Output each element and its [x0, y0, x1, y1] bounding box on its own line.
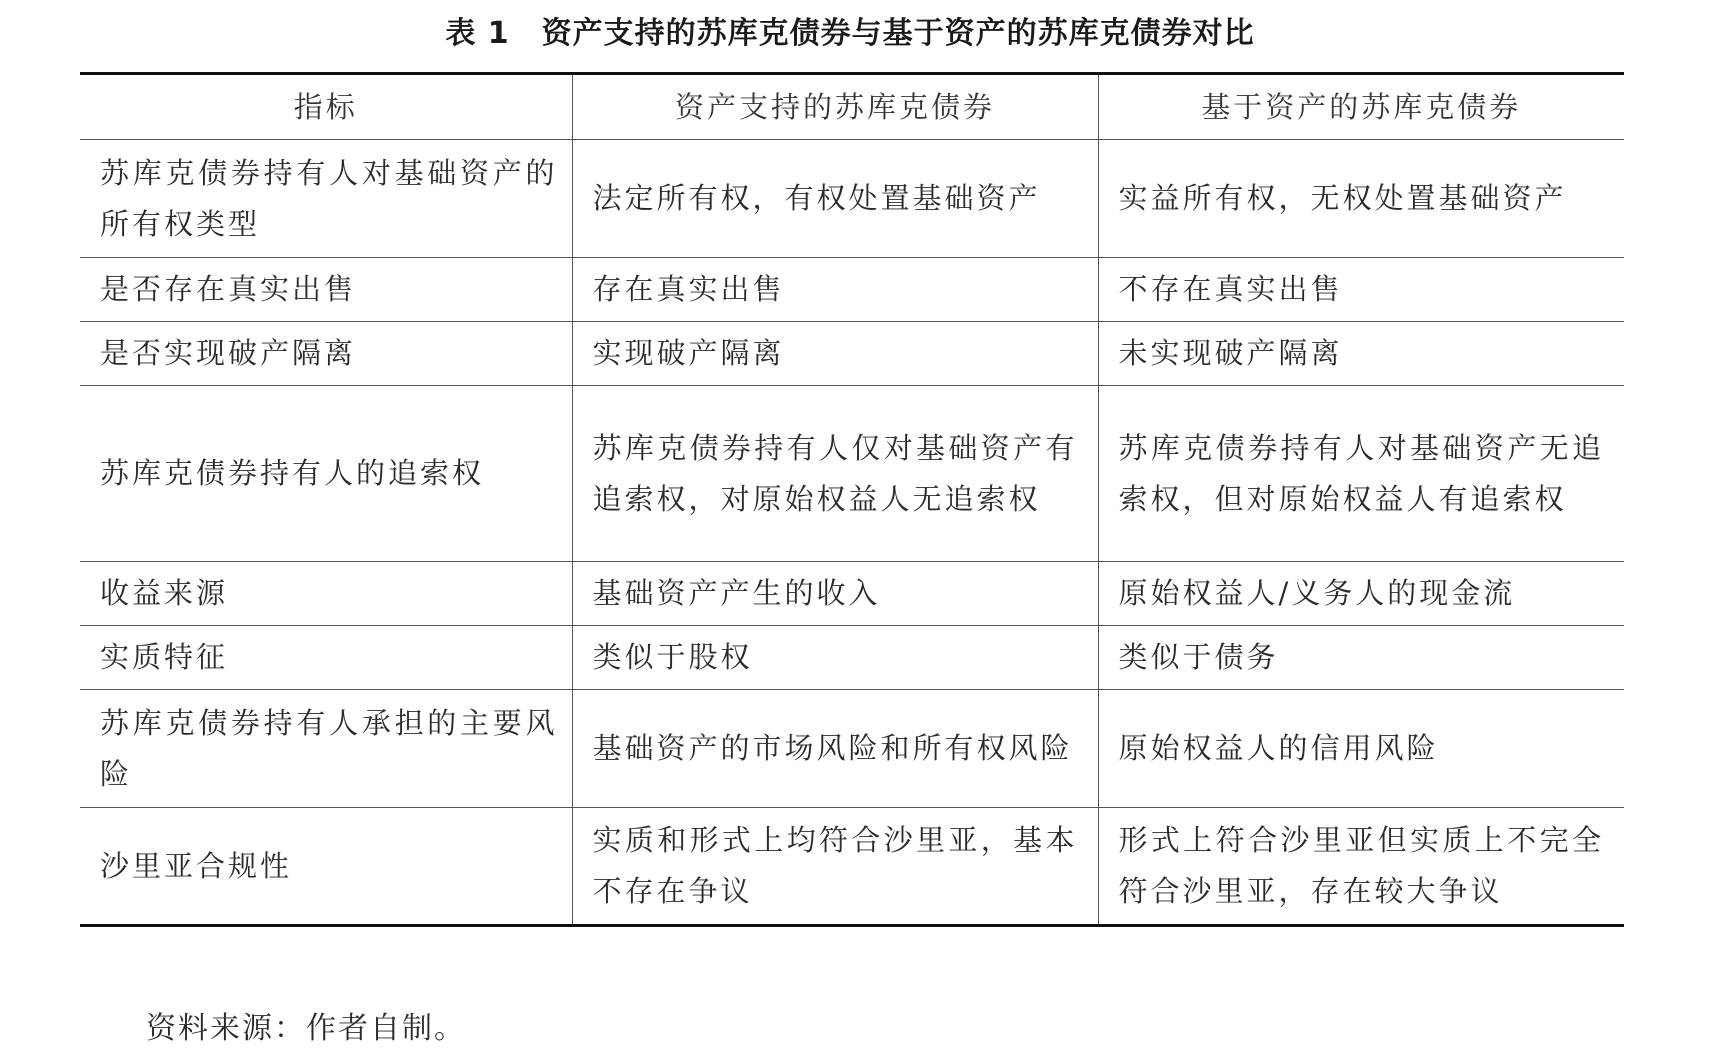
table-row — [80, 322, 1624, 386]
row-asset-backed: 苏库克债券持有人仅对基础资产有追索权，对原始权益人无追索权 — [572, 386, 1098, 562]
header-row — [80, 74, 1624, 140]
row-asset-based: 原始权益人的信用风险 — [1098, 690, 1624, 808]
row-asset-based: 苏库克债券持有人对基础资产无追索权，但对原始权益人有追索权 — [1098, 386, 1624, 562]
row-indicator: 苏库克债券持有人承担的主要风险 — [80, 690, 572, 808]
row-asset-based: 不存在真实出售 — [1098, 258, 1624, 322]
row-indicator: 是否实现破产隔离 — [80, 322, 572, 386]
row-asset-backed: 实现破产隔离 — [572, 322, 1098, 386]
table-row — [80, 386, 1624, 562]
header-indicator: 指标 — [80, 74, 572, 140]
row-asset-based: 原始权益人/义务人的现金流 — [1098, 562, 1624, 626]
table-row — [80, 626, 1624, 690]
row-asset-backed: 类似于股权 — [572, 626, 1098, 690]
table-title: 资产支持的苏库克债券与基于资产的苏库克债券对比 — [541, 16, 1255, 51]
comparison-table — [80, 72, 1624, 927]
row-asset-based: 类似于债务 — [1098, 626, 1624, 690]
header-asset-based: 基于资产的苏库克债券 — [1098, 74, 1624, 140]
row-asset-backed: 基础资产的市场风险和所有权风险 — [572, 690, 1098, 808]
source-note: 资料来源：作者自制。 — [146, 1011, 466, 1046]
row-indicator: 是否存在真实出售 — [80, 258, 572, 322]
table-row — [80, 140, 1624, 258]
row-indicator: 苏库克债券持有人的追索权 — [80, 386, 572, 562]
row-asset-backed: 实质和形式上均符合沙里亚，基本不存在争议 — [572, 808, 1098, 926]
row-indicator: 沙里亚合规性 — [80, 808, 572, 926]
row-asset-backed: 基础资产产生的收入 — [572, 562, 1098, 626]
row-indicator: 实质特征 — [80, 626, 572, 690]
table-row — [80, 808, 1624, 926]
row-asset-backed: 法定所有权，有权处置基础资产 — [572, 140, 1098, 258]
table-row — [80, 562, 1624, 626]
table-row — [80, 690, 1624, 808]
row-indicator: 苏库克债券持有人对基础资产的所有权类型 — [80, 140, 572, 258]
row-asset-backed: 存在真实出售 — [572, 258, 1098, 322]
table-number: 表 1 — [445, 16, 510, 51]
row-asset-based: 未实现破产隔离 — [1098, 322, 1624, 386]
row-asset-based: 实益所有权，无权处置基础资产 — [1098, 140, 1624, 258]
row-asset-based: 形式上符合沙里亚但实质上不完全符合沙里亚，存在较大争议 — [1098, 808, 1624, 926]
table-caption — [0, 8, 1700, 52]
header-asset-backed: 资产支持的苏库克债券 — [572, 74, 1098, 140]
row-indicator: 收益来源 — [80, 562, 572, 626]
table-row — [80, 258, 1624, 322]
